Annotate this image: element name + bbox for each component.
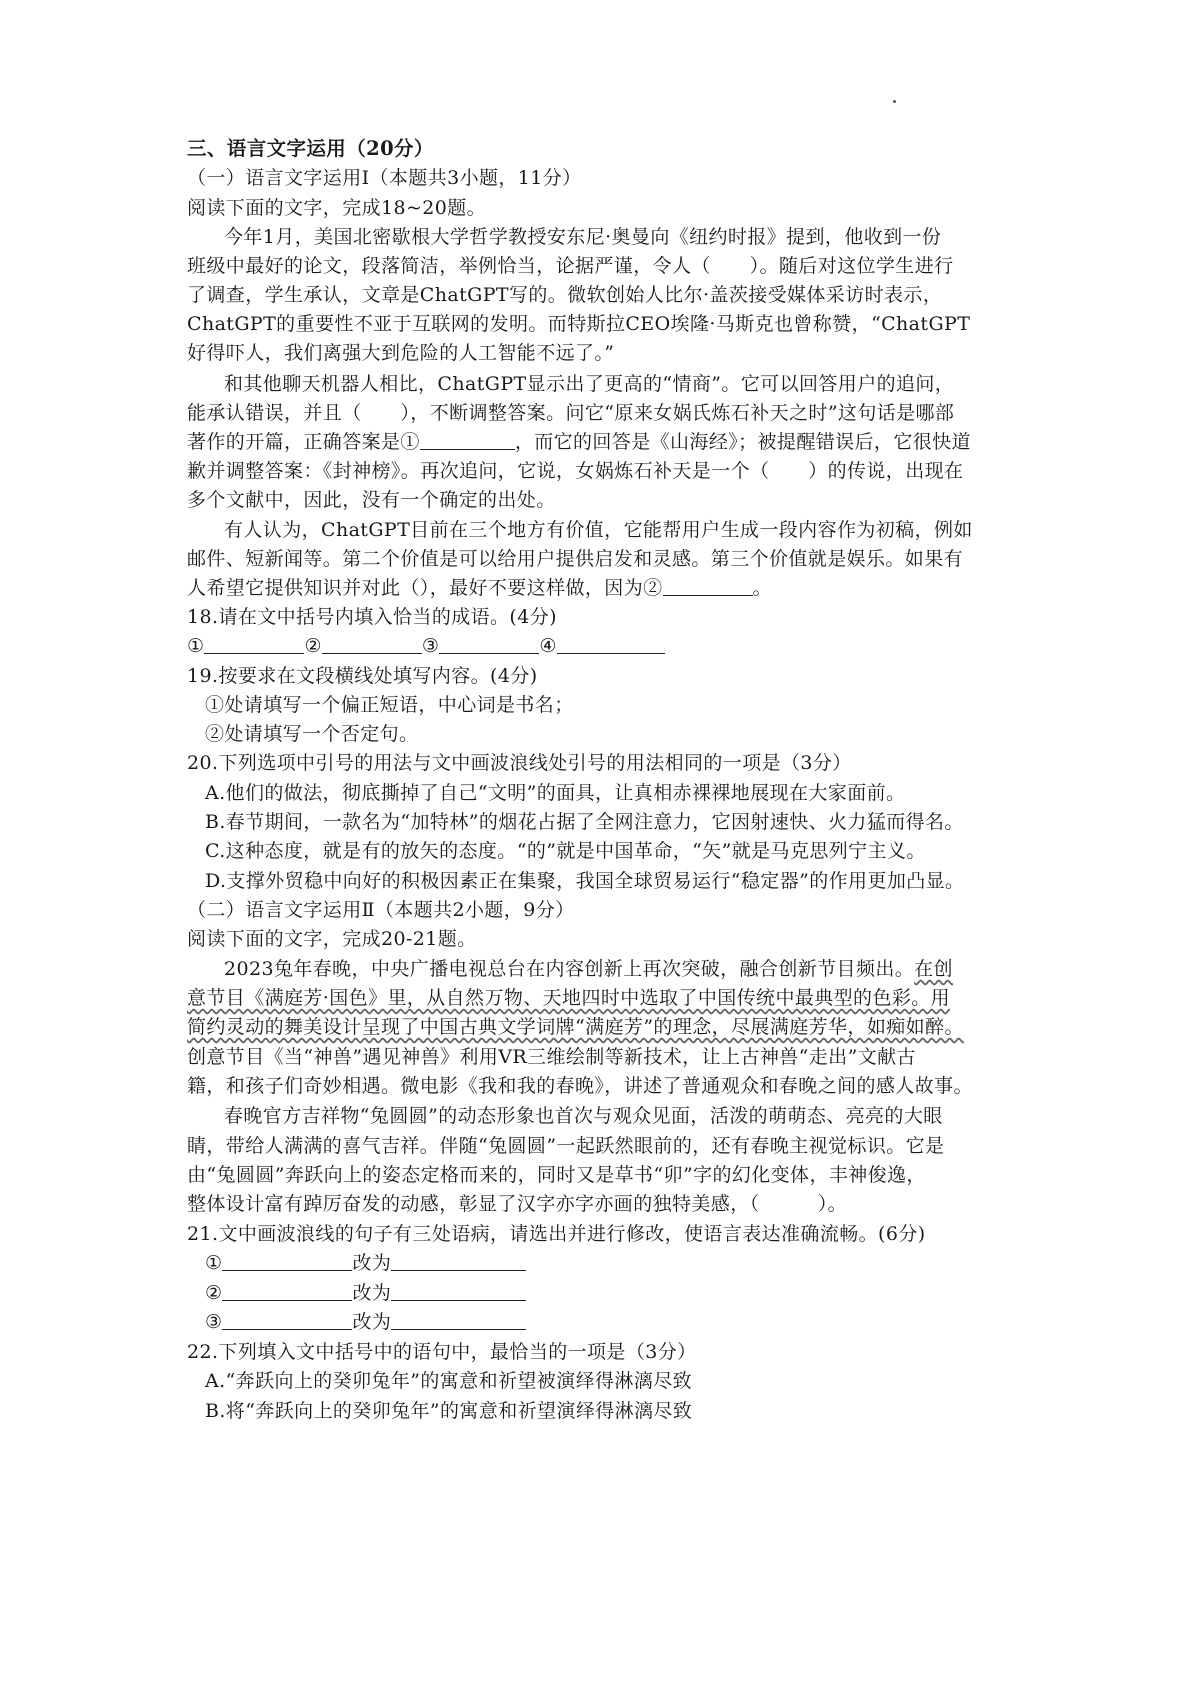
question-18-blanks bbox=[187, 631, 665, 661]
answer-blank[interactable] bbox=[391, 1309, 526, 1330]
answer-blank-2[interactable] bbox=[663, 575, 753, 596]
passage1-segment: 。 bbox=[752, 577, 772, 599]
passage1-line: 班级中最好的论文，段落简洁，举例恰当，论据严谨，令人（ ）。随后对这位学生进行 bbox=[187, 255, 954, 277]
passage1-line: 和其他聊天机器人相比，ChatGPT显示出了更高的“情商”。它可以回答用户的追问， bbox=[224, 373, 955, 395]
part1-instruction: 阅读下面的文字，完成18~20题。 bbox=[187, 197, 487, 219]
answer-blank[interactable] bbox=[391, 1250, 526, 1271]
blank-mark: ① bbox=[205, 1252, 223, 1274]
change-label: 改为 bbox=[352, 1311, 392, 1333]
option-d: D.支撑外贸稳中向好的积极因素正在集聚，我国全球贸易运行“稳定器”的作用更加凸显。 bbox=[205, 870, 965, 892]
question-21: 21.文中画波浪线的句子有三处语病，请选出并进行修改，使语言表达准确流畅。(6分) bbox=[187, 1223, 926, 1245]
option-b: B.春节期间，一款名为“加特林”的烟花占据了全网注意力，它因射速快、火力猛而得名。 bbox=[205, 811, 964, 833]
option-a: A.“奔跃向上的癸卯兔年”的寓意和祈望被演绎得淋漓尽致 bbox=[205, 1370, 692, 1392]
passage1-segment: ，而它的回答是《山海经》；被提醒错误后，它很快道 bbox=[514, 431, 971, 453]
answer-blank[interactable] bbox=[222, 1309, 352, 1330]
question-19-item: ①处请填写一个偏正短语，中心词是书名； bbox=[205, 694, 574, 716]
part1-heading: （一）语言文字运用Ⅰ（本题共3小题，11分） bbox=[187, 167, 582, 189]
blank-mark: ③ bbox=[205, 1311, 223, 1333]
wavy-underlined-line: 简约灵动的舞美设计呈现了中国古典文学词牌“满庭芳”的理念，尽展满庭芳华，如痴如醉。 bbox=[187, 1016, 964, 1038]
passage2-line bbox=[224, 954, 953, 984]
passage1-line: 今年1月，美国北密歇根大学哲学教授安东尼·奥曼向《纽约时报》提到，他收到一份 bbox=[224, 226, 942, 248]
section-title: 三、语言文字运用（20分） bbox=[187, 137, 434, 160]
blank-mark: ④ bbox=[539, 635, 557, 657]
scan-dot bbox=[893, 100, 896, 103]
passage1-line: 好得吓人，我们离强大到危险的人工智能不远了。” bbox=[187, 342, 615, 364]
question-21-row bbox=[205, 1248, 526, 1278]
change-label: 改为 bbox=[352, 1252, 392, 1274]
passage1-line: 歉并调整答案：《封神榜》。再次追问，它说，女娲炼石补天是一个（ ）的传说，出现在 bbox=[187, 460, 964, 482]
blank-mark: ③ bbox=[421, 635, 440, 657]
passage2-line: 整体设计富有踔厉奋发的动感，彰显了汉字亦字亦画的独特美感，（ ）。 bbox=[187, 1193, 848, 1215]
question-19-item: ②处请填写一个否定句。 bbox=[205, 723, 419, 745]
option-a: A.他们的做法，彻底撕掉了自己“文明”的面具，让真相赤裸裸地展现在大家面前。 bbox=[205, 782, 906, 804]
passage2-line: 创意节目《当“神兽”遇见神兽》利用VR三维绘制等新技术，让上古神兽“走出”文献古 bbox=[187, 1046, 916, 1068]
answer-blank[interactable] bbox=[222, 1280, 352, 1301]
change-label: 改为 bbox=[352, 1282, 392, 1304]
question-18: 18.请在文中括号内填入恰当的成语。(4分) bbox=[187, 606, 557, 628]
question-22: 22.下列填入文中括号中的语句中，最恰当的一项是（3分） bbox=[187, 1341, 697, 1363]
passage2-line: 春晚官方吉祥物“兔圆圆”的动态形象也首次与观众见面，活泼的萌萌态、亮亮的大眼 bbox=[224, 1105, 943, 1127]
answer-blank[interactable] bbox=[204, 633, 304, 654]
wavy-underlined-line: 意节目《满庭芳·国色》里，从自然万物、天地四时中选取了中国传统中最典型的色彩。用 bbox=[187, 987, 951, 1009]
wavy-underlined-text: 在创 bbox=[914, 958, 953, 980]
passage1-line bbox=[187, 427, 971, 457]
question-21-row bbox=[205, 1278, 526, 1308]
answer-blank[interactable] bbox=[322, 633, 422, 654]
option-b: B.将“奔跃向上的癸卯兔年”的寓意和祈望演绎得淋漓尽致 bbox=[205, 1400, 693, 1422]
passage1-line: 多个文献中，因此，没有一个确定的出处。 bbox=[187, 489, 556, 511]
blank-mark: ② bbox=[304, 635, 322, 657]
answer-blank[interactable] bbox=[557, 633, 665, 654]
blank-mark: ① bbox=[187, 635, 205, 657]
passage2-line: 籍，和孩子们奇妙相遇。微电影《我和我的春晚》，讲述了普通观众和春晚之间的感人故事。 bbox=[187, 1075, 973, 1097]
blank-mark: ② bbox=[205, 1282, 223, 1304]
passage1-line: 邮件、短新闻等。第二个价值是可以给用户提供启发和灵感。第三个价值就是娱乐。如果有 bbox=[187, 548, 964, 570]
passage2-line: 由“兔圆圆”奔跃向上的姿态定格而来的，同时又是草书“卯”字的幻化变体，丰神俊逸， bbox=[187, 1164, 926, 1186]
question-20: 20.下列选项中引号的用法与文中画波浪线处引号的用法相同的一项是（3分） bbox=[187, 752, 852, 774]
part2-instruction: 阅读下面的文字，完成20-21题。 bbox=[187, 928, 477, 950]
passage1-segment: 著作的开篇，正确答案是① bbox=[187, 431, 420, 453]
answer-blank[interactable] bbox=[391, 1280, 526, 1301]
option-c: C.这种态度，就是有的放矢的态度。“的”就是中国革命，“矢”就是马克思列宁主义。 bbox=[205, 840, 926, 862]
answer-blank[interactable] bbox=[222, 1250, 352, 1271]
question-19: 19.按要求在文段横线处填写内容。(4分) bbox=[187, 665, 538, 687]
passage2-line: 睛，带给人满满的喜气吉祥。伴随“兔圆圆”一起跃然眼前的，还有春晚主视觉标识。它是 bbox=[187, 1135, 945, 1157]
answer-blank[interactable] bbox=[439, 633, 539, 654]
question-21-row bbox=[205, 1307, 526, 1337]
passage1-segment: 人希望它提供知识并对此（），最好不要这样做，因为② bbox=[187, 577, 663, 599]
answer-blank-1[interactable] bbox=[420, 429, 515, 450]
part2-heading: （二）语言文字运用Ⅱ（本题共2小题，9分） bbox=[187, 899, 575, 921]
passage1-line: 了调查，学生承认，文章是ChatGPT写的。微软创始人比尔·盖茨接受媒体采访时表示， bbox=[187, 284, 943, 306]
passage1-line: 有人认为，ChatGPT目前在三个地方有价值，它能帮用户生成一段内容作为初稿，例如 bbox=[224, 519, 973, 541]
passage1-line: 能承认错误，并且（ ），不断调整答案。问它“原来女娲氏炼石补天之时”这句话是哪部 bbox=[187, 402, 955, 424]
passage1-line: ChatGPT的重要性不亚于互联网的发明。而特斯拉CEO埃隆·马斯克也曾称赞，“ChatGPT bbox=[187, 313, 971, 335]
passage2-segment: 2023兔年春晚，中央广播电视总台在内容创新上再次突破，融合创新节目频出。 bbox=[224, 958, 915, 980]
passage1-line bbox=[187, 573, 772, 603]
